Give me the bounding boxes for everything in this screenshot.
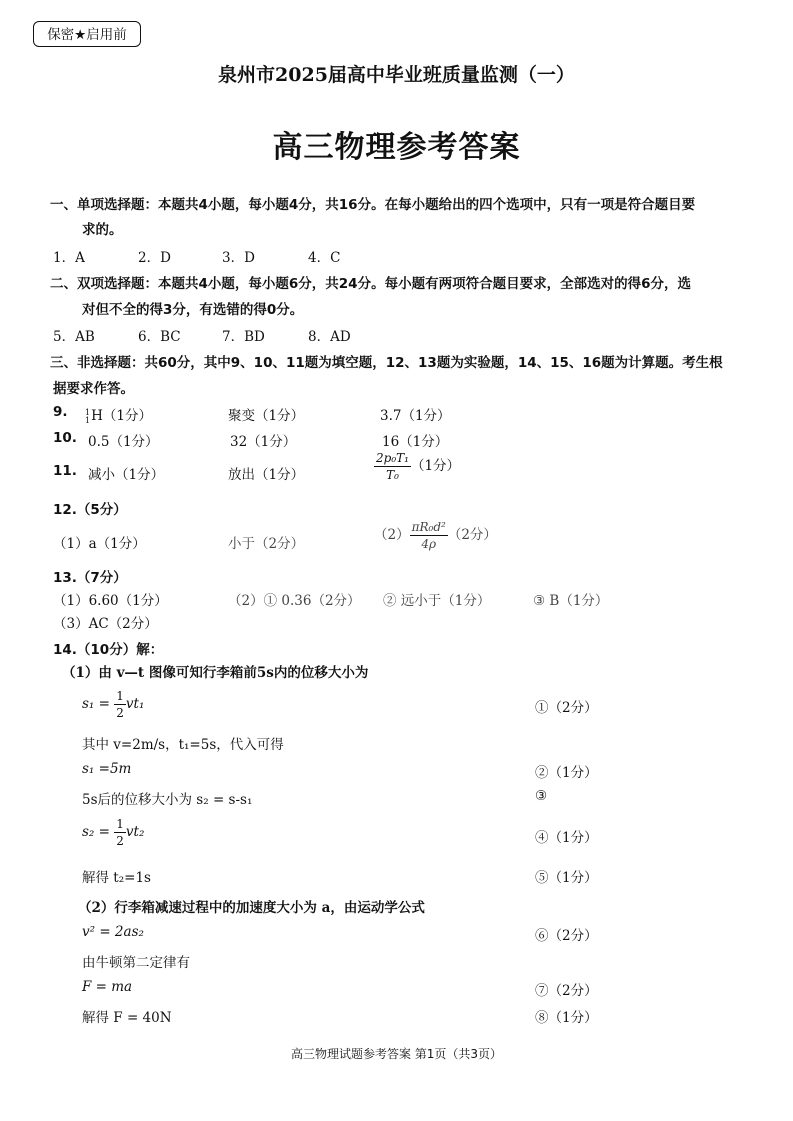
q14-eq2-mark: ②（1分） <box>535 765 598 781</box>
answer-5: 5．AB <box>53 329 95 345</box>
q13-part2-c: ③ B（1分） <box>533 593 609 609</box>
q9-mass-number: 1 <box>85 407 91 417</box>
q14-eq4 <box>82 818 144 847</box>
q9-answer3: 3.7（1分） <box>380 408 451 424</box>
q13-part2-b: ② 远小于（1分） <box>383 593 491 609</box>
answer-7: 7．BD <box>222 329 265 345</box>
q12-fraction-numerator: πR₀d² <box>411 520 446 534</box>
q10-number: 10. <box>53 430 77 446</box>
q14-eq1-right: vt₁ <box>125 696 145 712</box>
q12-part2-prefix: （2） <box>374 527 410 543</box>
q12-part2-score: （2分） <box>447 527 497 543</box>
answer-6: 6．BC <box>138 329 181 345</box>
q10-answer3: 16（1分） <box>382 434 449 450</box>
section2-heading: 二、双项选择题：本题共4小题，每小题6分，共24分。每小题有两项符合题目要求，全部选对的得6分，选 <box>50 276 691 292</box>
q14-eq6: v² = 2as₂ <box>82 924 144 940</box>
q14-solve2: 解得 F = 40N <box>82 1010 172 1026</box>
q14-eq1-mark: ①（2分） <box>535 700 598 716</box>
q14-eq1-half-num: 1 <box>116 689 124 703</box>
section3-heading: 三、非选择题：共60分，其中9、10、11题为填空题，12、13题为实验题，14、15、16题为计算题。考生根 <box>50 355 723 371</box>
q14-eq1-left: s₁ = <box>82 696 110 712</box>
q10-answer2: 32（1分） <box>230 434 297 450</box>
q14-eq3-mark: ③ <box>535 788 548 804</box>
q9-atomic-number: 1 <box>85 415 91 425</box>
q14-eq7: F = ma <box>82 979 133 995</box>
q12-heading: 12.（5分） <box>53 502 127 518</box>
q14-eq1 <box>82 690 144 719</box>
q14-eq4-half-den: 2 <box>116 834 124 848</box>
q11-answer1: 减小（1分） <box>88 467 165 483</box>
section1-heading-cont: 求的。 <box>82 222 123 238</box>
q13-part1: （1）6.60（1分） <box>53 593 168 609</box>
answer-4: 4．C <box>308 250 341 266</box>
q11-fraction-numerator: 2p₀T₁ <box>376 451 409 465</box>
q14-newton: 由牛顿第二定律有 <box>82 955 190 971</box>
q14-eq4-mark: ④（1分） <box>535 830 598 846</box>
q14-part1-intro: （1）由 v—t 图像可知行李箱前5s内的位移大小为 <box>62 665 369 681</box>
q14-given: 其中 v=2m/s，t₁=5s，代入可得 <box>82 737 284 753</box>
q14-eq4-right: vt₂ <box>125 824 145 840</box>
q11-number: 11. <box>53 463 77 479</box>
q12-part1-compare: 小于（2分） <box>228 536 305 552</box>
q14-eq7-mark: ⑦（2分） <box>535 983 598 999</box>
q14-eq4-left: s₂ = <box>82 824 110 840</box>
answer-2: 2．D <box>138 250 171 266</box>
q9-answer1-text: H（1分） <box>91 408 152 424</box>
q12-fraction-denominator: 4ρ <box>421 537 437 551</box>
section3-heading-cont: 据要求作答。 <box>53 381 134 397</box>
page-footer: 高三物理试题参考答案 第1页（共3页） <box>290 1047 503 1061</box>
q14-solve1: 解得 t₂=1s <box>82 870 151 886</box>
q14-eq1-half-den: 2 <box>116 706 124 720</box>
document-title: 高三物理参考答案 <box>272 130 521 165</box>
q13-heading: 13.（7分） <box>53 570 127 586</box>
answer-3: 3．D <box>222 250 255 266</box>
q11-answer3 <box>374 452 460 481</box>
q14-eq8-mark: ⑧（1分） <box>535 1010 598 1026</box>
q11-answer3-score: （1分） <box>410 458 461 474</box>
q11-answer2: 放出（1分） <box>228 467 305 483</box>
q9-answer1 <box>85 404 152 425</box>
answer-8: 8．AD <box>308 329 351 345</box>
q12-part2 <box>374 521 497 550</box>
q14-heading: 14.（10分）解： <box>53 642 164 658</box>
q9-number: 9. <box>53 404 68 420</box>
confidential-badge: 保密★启用前 <box>33 21 141 47</box>
q14-eq5-mark: ⑤（1分） <box>535 870 598 886</box>
q14-eq2: s₁ =5m <box>82 761 132 777</box>
q9-answer2: 聚变（1分） <box>228 408 305 424</box>
q14-eq4-half-num: 1 <box>116 817 124 831</box>
q14-part2-intro: （2）行李箱减速过程中的加速度大小为 a，由运动学公式 <box>78 900 425 916</box>
section1-heading: 一、单项选择题：本题共4小题，每小题4分，共16分。在每小题给出的四个选项中，只有一项是符合题目要 <box>50 197 696 213</box>
q13-part3: （3）AC（2分） <box>53 616 158 632</box>
q13-part2-a: （2）① 0.36（2分） <box>228 593 361 609</box>
section2-heading-cont: 对但不全的得3分，有选错的得0分。 <box>82 302 304 318</box>
q10-answer1: 0.5（1分） <box>88 434 159 450</box>
q12-part1: （1）a（1分） <box>53 536 146 552</box>
q14-after: 5s后的位移大小为 s₂ = s-s₁ <box>82 792 253 808</box>
answer-1: 1．A <box>53 250 85 266</box>
q11-fraction-denominator: T₀ <box>386 468 399 482</box>
exam-title: 泉州市2025届高中毕业班质量监测（一） <box>218 64 575 86</box>
q14-eq6-mark: ⑥（2分） <box>535 928 598 944</box>
